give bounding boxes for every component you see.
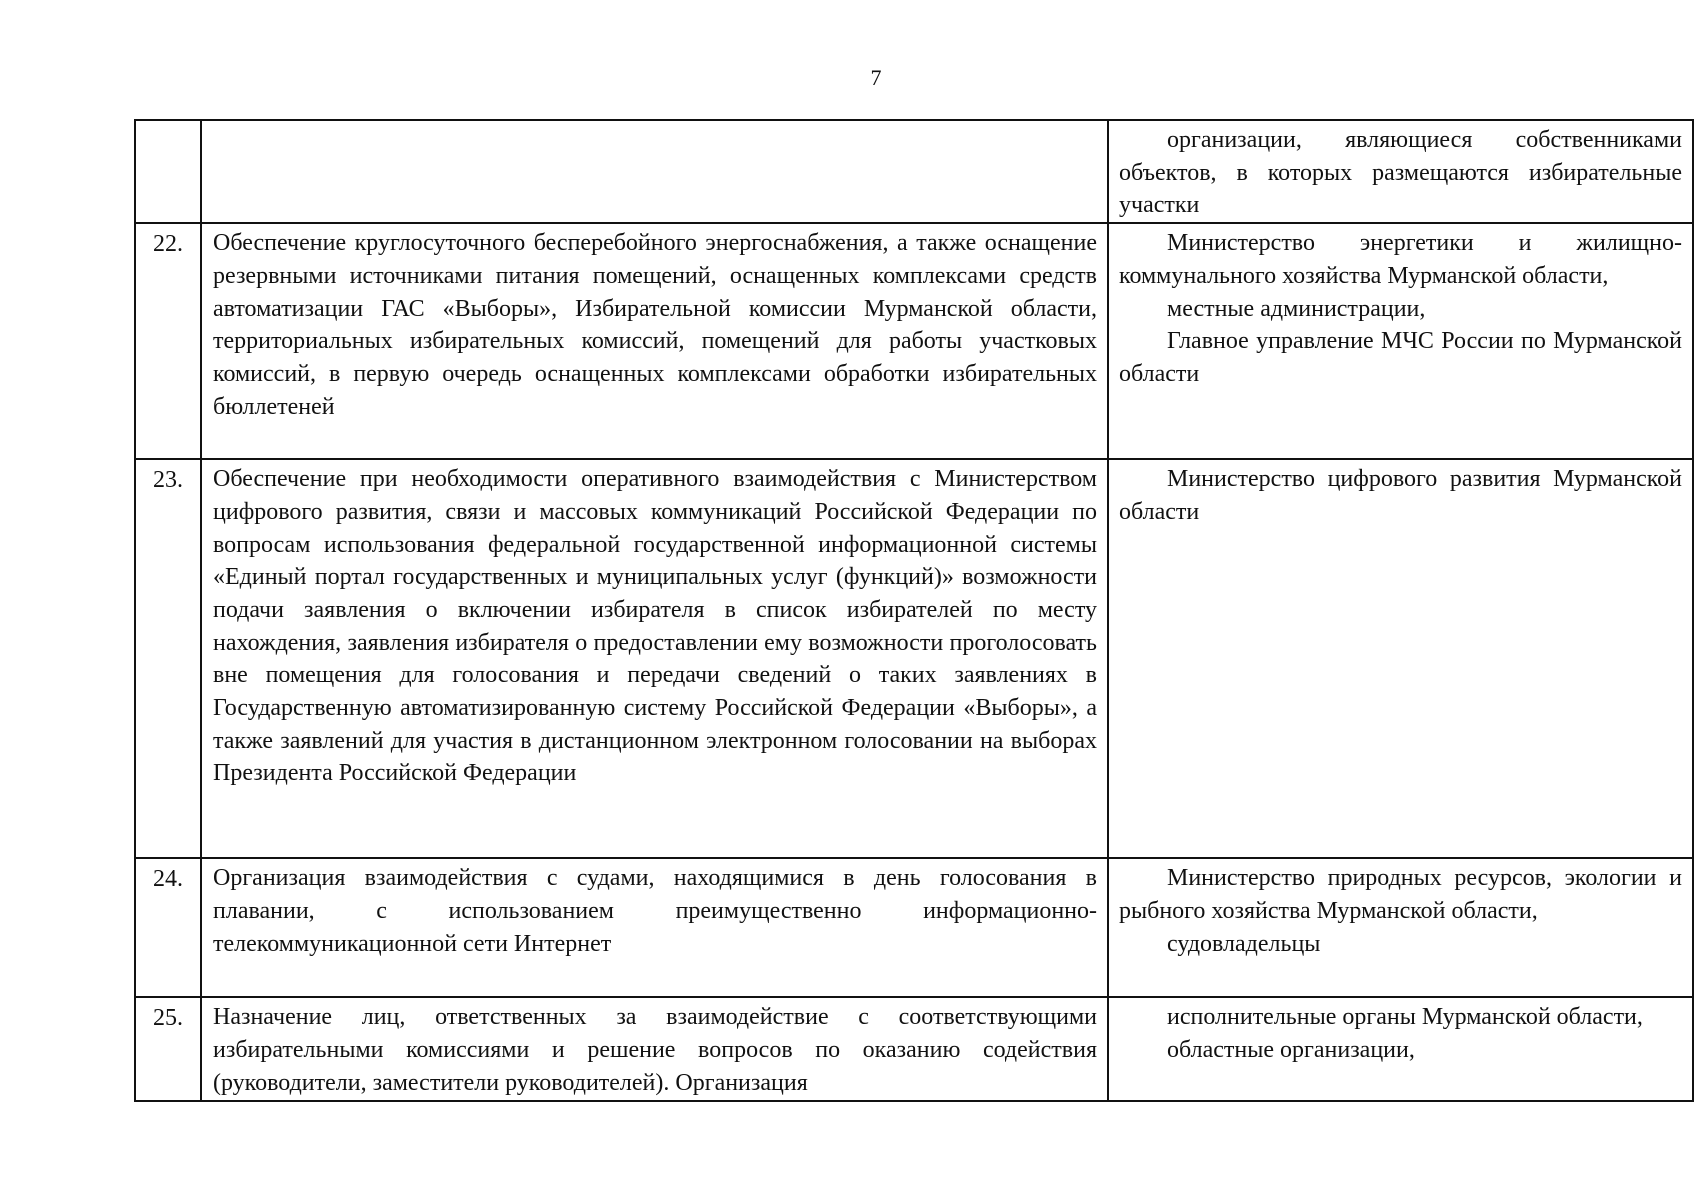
table-row <box>135 120 1693 223</box>
row-responsible-cell <box>1108 459 1693 858</box>
responsible-text: областные организации, <box>1167 1036 1415 1063</box>
row-responsible-cell <box>1108 997 1693 1101</box>
row-number-cell: 23. <box>135 459 201 858</box>
row-description-cell <box>201 997 1108 1101</box>
responsible-text: исполнительные органы Мурманской области, <box>1167 1004 1643 1031</box>
description-text: Обеспечение круглосуточного бесперебойного энергоснабжения, а также оснащение резервными источниками питания помещений, оснащенных комплексами средств автоматизации ГАС «Выборы», Избирательной комиссии Мурманской области, территориальных избирательных комиссий, помещений для работы участковых комиссий, в первую очередь оснащенных комплексами обработки избирательных бюллетеней <box>213 230 1097 420</box>
row-responsible-cell <box>1108 120 1693 223</box>
responsible-text: судовладельцы <box>1167 930 1321 957</box>
description-text: Обеспечение при необходимости оперативного взаимодействия с Министерством цифрового развития, связи и массовых коммуникаций Российской Федерации по вопросам использования федеральной государственной информационной системы «Единый портал государственных и муниципальных услуг (функций)» возможности подачи заявления о включении избирателя в список избирателей по месту нахождения, заявления избирателя о предоставлении ему возможности проголосовать вне помещения для голосования и передачи сведений о таких заявлениях в Государственную автоматизированную систему Российской Федерации «Выборы», а также заявлений для участия в дистанционном электронном голосовании на выборах Президента Российской Федерации <box>213 466 1097 787</box>
responsible-text: местные администрации, <box>1167 295 1426 322</box>
row-number-cell: 25. <box>135 997 201 1101</box>
responsible-text: организации, являющиеся собственниками объектов, в которых размещаются избирательные участки <box>1119 127 1682 219</box>
row-number-cell: 24. <box>135 858 201 997</box>
description-text: Назначение лиц, ответственных за взаимодействие с соответствующими избирательными комиссиями и решение вопросов по оказанию содействия (руководители, заместители руководителей). Организация <box>213 1004 1097 1096</box>
description-text: Организация взаимодействия с судами, находящимися в день голосования в плавании, с использованием преимущественно информационно-телекоммуникационной сети Интернет <box>213 865 1097 957</box>
row-number-cell: 22. <box>135 223 201 459</box>
table-row <box>135 858 1693 997</box>
row-description-cell <box>201 120 1108 223</box>
row-description-cell <box>201 223 1108 459</box>
row-responsible-cell <box>1108 858 1693 997</box>
page-number: 7 <box>870 65 882 90</box>
row-responsible-cell <box>1108 223 1693 459</box>
table-row <box>135 459 1693 858</box>
responsible-text: Министерство цифрового развития Мурманской области <box>1119 466 1682 525</box>
table-row <box>135 997 1693 1101</box>
responsible-text: Министерство энергетики и жилищно-коммунального хозяйства Мурманской области, <box>1119 230 1682 289</box>
measures-table <box>134 119 1694 1102</box>
responsible-text: Министерство природных ресурсов, экологии и рыбного хозяйства Мурманской области, <box>1119 865 1682 924</box>
row-description-cell <box>201 459 1108 858</box>
responsible-text: Главное управление МЧС России по Мурманской области <box>1119 328 1682 387</box>
table-row <box>135 223 1693 459</box>
row-description-cell <box>201 858 1108 997</box>
row-number-cell <box>135 120 201 223</box>
